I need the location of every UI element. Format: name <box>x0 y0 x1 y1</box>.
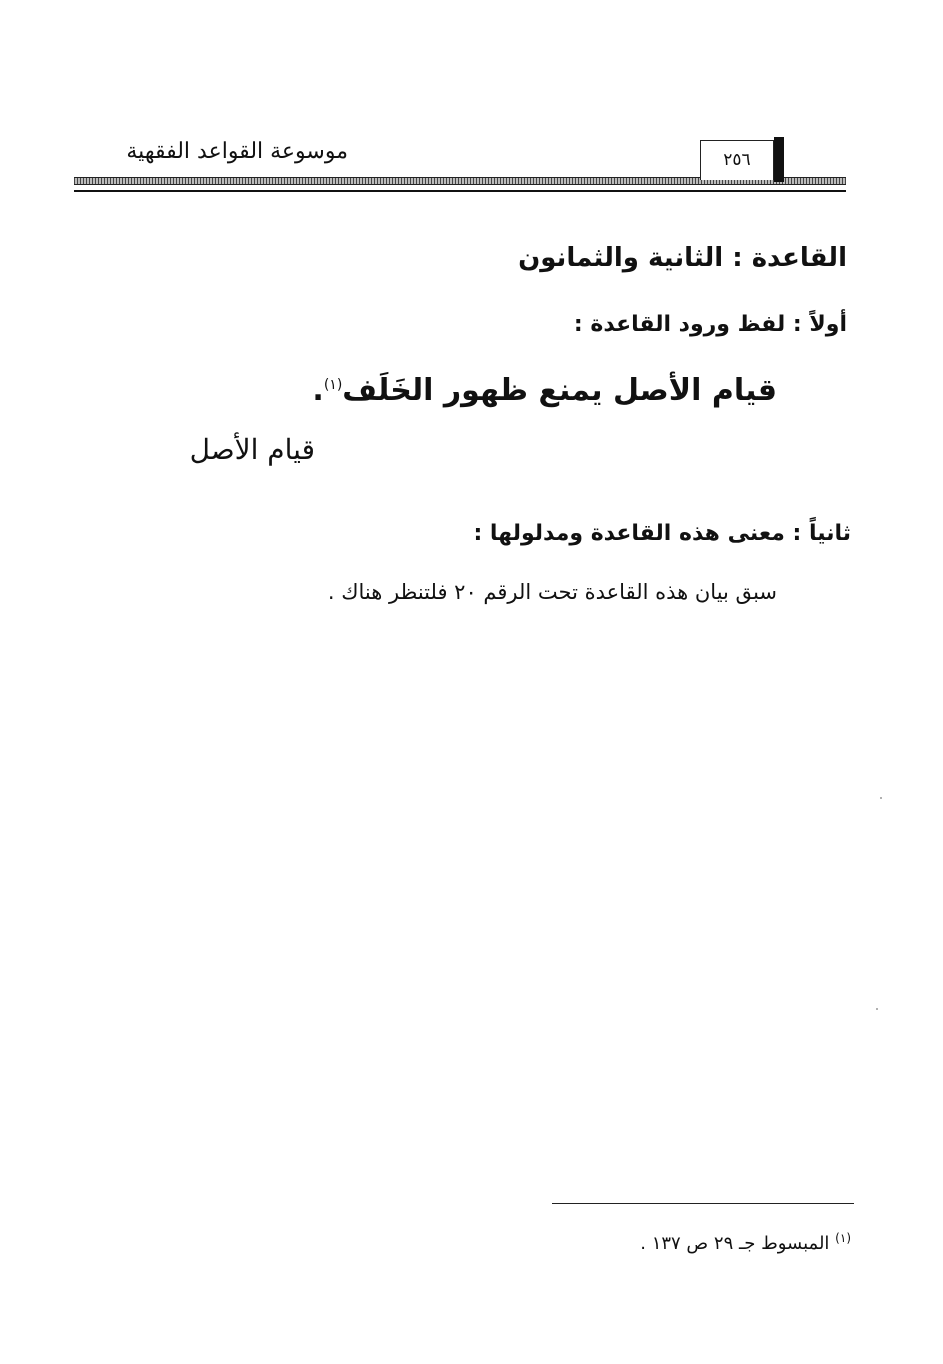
section-one-heading: أولاً : لفظ ورود القاعدة : <box>573 312 847 337</box>
body-paragraph: سبق بيان هذه القاعدة تحت الرقم ٢٠ فلتنظر هناك . <box>327 580 777 604</box>
page-number: ٢٥٦ <box>700 140 774 180</box>
footnote <box>640 1221 851 1261</box>
rule-statement-text: قيام الأصل يمنع ظهور الخَلَف <box>342 373 777 408</box>
scan-speck <box>880 797 882 799</box>
running-header-title: موسوعة القواعد الفقهية <box>126 139 348 164</box>
rule-heading: القاعدة : الثانية والثمانون <box>518 243 847 273</box>
page-number-box-edge <box>774 137 784 182</box>
header-thin-rule <box>74 190 846 192</box>
scan-speck <box>876 1008 878 1010</box>
footnote-reference: (١) <box>323 377 343 393</box>
rule-statement <box>312 360 777 416</box>
footnote-marker: (١) <box>835 1231 851 1245</box>
footnote-text: المبسوط جـ ٢٩ ص ١٣٧ . <box>640 1233 830 1254</box>
handwritten-note: قيام الأصل <box>189 433 315 466</box>
section-two-heading: ثانياً : معنى هذه القاعدة ومدلولها : <box>473 521 851 546</box>
footnote-separator <box>552 1203 854 1204</box>
rule-statement-period: . <box>312 373 324 408</box>
